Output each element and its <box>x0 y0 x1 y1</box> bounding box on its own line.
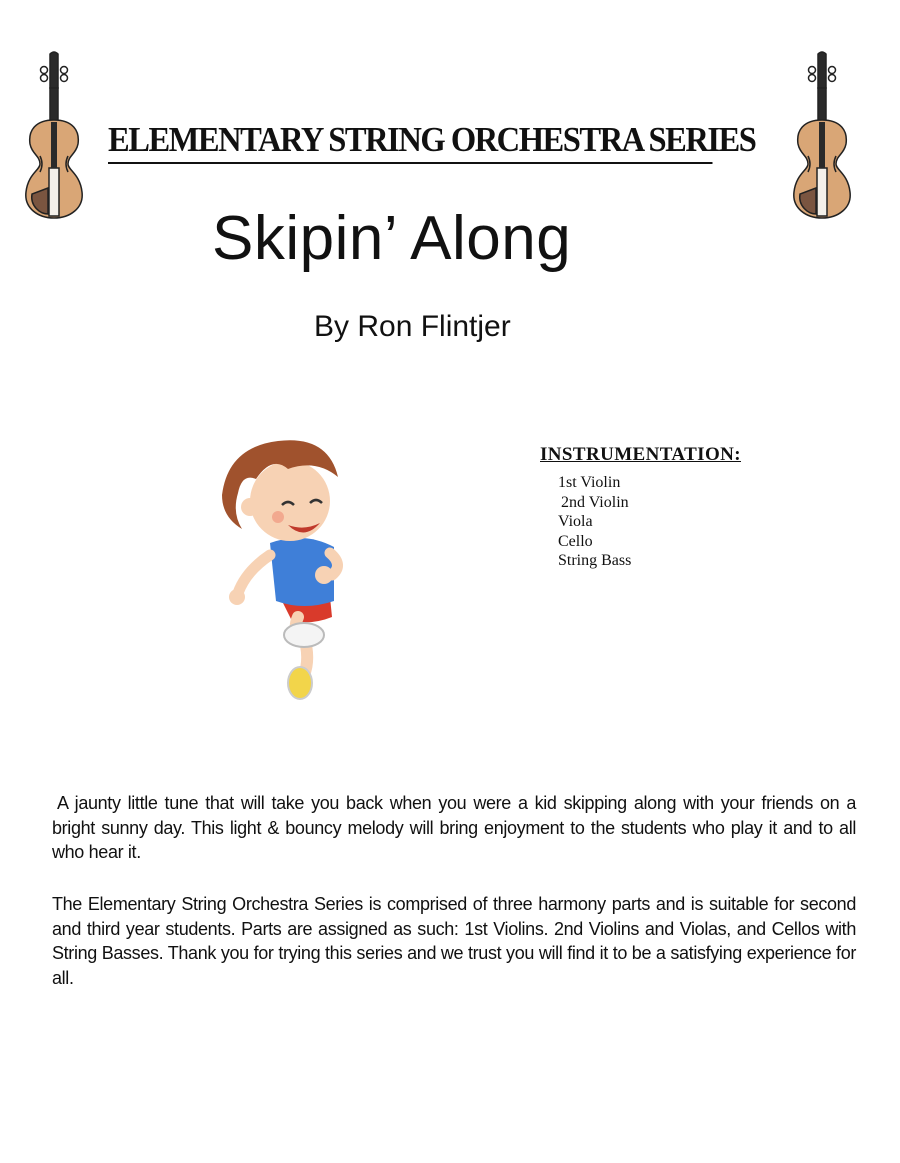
composer-credit: By Ron Flintjer <box>314 310 511 343</box>
instrumentation-heading: INSTRUMENTATION: <box>540 444 741 465</box>
piece-title: Skipin’ Along <box>212 204 572 273</box>
instrumentation-section <box>540 443 741 571</box>
instrument-item: 2nd Violin <box>561 493 629 511</box>
instrument-item: String Bass <box>558 552 632 569</box>
skipping-boy-illustration <box>212 425 352 705</box>
description-paragraph: A jaunty little tune that will take you back when you were a kid skipping along with your friends on a bright sunny day. This light & bouncy melody will bring enjoyment to the students who play it and to all who hear it. <box>52 793 856 862</box>
instrument-item: Cello <box>558 532 593 550</box>
violin-icon <box>18 48 90 223</box>
violin-icon <box>786 48 858 223</box>
instrument-item: Viola <box>558 513 593 530</box>
instrument-list <box>540 473 741 571</box>
series-title: ELEMENTARY STRING ORCHESTRA SERIES <box>108 118 713 164</box>
series-description-paragraph: The Elementary String Orchestra Series is comprised of three harmony parts and is suitable for second and third year students. Parts are assigned as such: 1st Violins. 2nd Violins and Violas, and Cellos with String Basses. Thank you for trying this series and we trust you will find it to be a satisfying experience for all. <box>52 894 856 988</box>
instrument-item: 1st Violin <box>558 474 621 491</box>
